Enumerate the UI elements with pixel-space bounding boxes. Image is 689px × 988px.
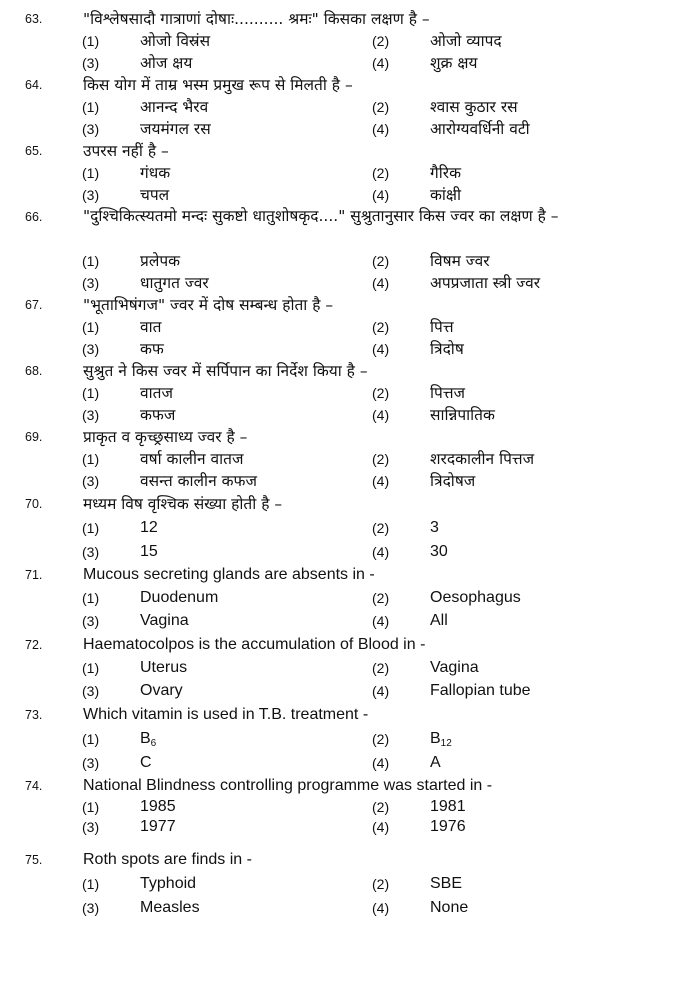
option-text: None: [430, 899, 469, 916]
option-number: (4): [372, 275, 390, 291]
question-number: 73.: [25, 708, 43, 722]
option-number: (3): [82, 121, 100, 137]
option-number: (3): [82, 473, 100, 489]
option-text: Fallopian tube: [430, 682, 531, 699]
option-text: पित्तज: [430, 384, 466, 402]
question-stem: किस योग में ताम्र भस्म प्रमुख रूप से मिलती है –: [83, 76, 353, 94]
option-number: (1): [82, 319, 100, 335]
option-text: धातुगत ज्वर: [140, 274, 209, 292]
option-number: (3): [82, 407, 100, 423]
question-number: 69.: [25, 430, 43, 444]
question-stem: उपरस नहीं है –: [83, 142, 169, 160]
option-number: (3): [82, 900, 100, 916]
option-text: Oesophagus: [430, 589, 521, 606]
option-row: [0, 816, 689, 838]
option-number: (2): [372, 253, 390, 269]
option-text: कफज: [140, 406, 176, 424]
option-text: Vagina: [140, 612, 189, 629]
option-text: $B_{12}$: [430, 730, 452, 749]
option-text: 12: [140, 519, 158, 536]
option-text: वसन्त कालीन कफज: [140, 472, 257, 490]
option-text: Ovary: [140, 682, 183, 699]
option-number: (4): [372, 900, 390, 916]
option-text: शरदकालीन पित्तज: [430, 450, 535, 468]
option-row: [0, 316, 689, 338]
option-number: (1): [82, 99, 100, 115]
option-number: (3): [82, 613, 100, 629]
option-text: वर्षा कालीन वातज: [140, 450, 244, 468]
option-text: 1981: [430, 798, 466, 815]
question-number: 63.: [25, 12, 43, 26]
option-number: (4): [372, 755, 390, 771]
question-number: 71.: [25, 568, 43, 582]
option-text: Uterus: [140, 659, 188, 676]
option-row: [0, 541, 689, 563]
option-number: (1): [82, 660, 100, 676]
option-row: [0, 897, 689, 919]
option-text: वातज: [140, 384, 173, 402]
option-number: (3): [82, 819, 100, 835]
option-text: वात: [140, 318, 162, 336]
option-number: (2): [372, 33, 390, 49]
option-text: प्रलेपक: [140, 252, 181, 270]
option-number: (1): [82, 520, 100, 536]
option-row: [0, 873, 689, 895]
option-row: [0, 184, 689, 206]
question-stem: Which vitamin is used in T.B. treatment -: [83, 706, 369, 723]
question-number: 75.: [25, 853, 43, 867]
option-row: [0, 272, 689, 294]
option-number: (2): [372, 590, 390, 606]
option-text: Vagina: [430, 659, 479, 676]
option-number: (3): [82, 683, 100, 699]
option-number: (3): [82, 755, 100, 771]
option-number: (4): [372, 341, 390, 357]
question-number: 68.: [25, 364, 43, 378]
option-row: [0, 250, 689, 272]
option-number: (2): [372, 385, 390, 401]
option-text: जयमंगल रस: [140, 120, 211, 138]
option-number: (2): [372, 660, 390, 676]
option-text: 1976: [430, 818, 466, 835]
option-text: गैरिक: [430, 164, 461, 182]
option-number: (2): [372, 165, 390, 181]
option-number: (4): [372, 613, 390, 629]
option-row: [0, 680, 689, 702]
option-text: Duodenum: [140, 589, 219, 606]
option-text: चपल: [140, 186, 170, 204]
option-row: [0, 448, 689, 470]
option-text: अपप्रजाता स्त्री ज्वर: [430, 274, 541, 292]
option-number: (4): [372, 683, 390, 699]
option-row: [0, 657, 689, 679]
option-number: (2): [372, 799, 390, 815]
option-text: त्रिदोषज: [430, 472, 476, 490]
option-text: श्वास कुठार रस: [430, 98, 518, 116]
question-number: 72.: [25, 638, 43, 652]
option-number: (1): [82, 33, 100, 49]
question-number: 70.: [25, 497, 43, 511]
option-text: गंधक: [140, 164, 171, 182]
option-number: (4): [372, 121, 390, 137]
option-text: आनन्द भैरव: [140, 98, 209, 116]
option-text: 1985: [140, 798, 176, 815]
option-row: [0, 404, 689, 426]
question-stem: सुश्रुत ने किस ज्वर में सर्पिपान का निर्देश किया है –: [83, 362, 368, 380]
question-stem: Haematocolpos is the accumulation of Blood in -: [83, 636, 426, 653]
option-number: (4): [372, 819, 390, 835]
option-number: (3): [82, 341, 100, 357]
option-row: [0, 96, 689, 118]
option-row: [0, 338, 689, 360]
option-text: 15: [140, 543, 158, 560]
option-number: (1): [82, 590, 100, 606]
option-text: शुक्र क्षय: [430, 54, 478, 72]
option-row: [0, 796, 689, 818]
option-text: C: [140, 754, 152, 771]
question-number: 74.: [25, 779, 43, 793]
option-number: (2): [372, 99, 390, 115]
option-text: सान्निपातिक: [430, 406, 495, 424]
question-stem: "दुश्चिकित्स्यतमो मन्दः सुकष्टो धातुशोषकृद...." सुश्रुतानुसार किस ज्वर का लक्षण है –: [83, 207, 559, 225]
option-number: (3): [82, 544, 100, 560]
option-text: ओजो व्यापद: [430, 32, 502, 50]
question-stem: National Blindness controlling programme was started in -: [83, 777, 493, 794]
question-number: 67.: [25, 298, 43, 312]
option-text: कफ: [140, 340, 164, 358]
option-text: आरोग्यवर्धिनी वटी: [430, 120, 530, 138]
question-stem: "विश्लेषसादौ गात्राणां दोषाः.......... श्रमः" किसका लक्षण है –: [83, 10, 430, 28]
option-number: (2): [372, 731, 390, 747]
subscript: 6: [150, 738, 157, 749]
option-row: [0, 752, 689, 774]
option-row: [0, 587, 689, 609]
option-number: (2): [372, 319, 390, 335]
question-stem: मध्यम विष वृश्चिक संख्या होती है –: [83, 495, 283, 513]
option-number: (4): [372, 407, 390, 423]
option-text: ओजो विस्रंस: [140, 32, 211, 50]
option-number: (2): [372, 451, 390, 467]
option-row: [0, 162, 689, 184]
option-number: (4): [372, 55, 390, 71]
option-number: (4): [372, 187, 390, 203]
question-stem: "भूताभिषंगज" ज्वर में दोष सम्बन्ध होता है –: [83, 296, 334, 314]
option-row: [0, 118, 689, 140]
question-stem: प्राकृत व कृच्छ्रसाध्य ज्वर है –: [83, 428, 248, 446]
option-number: (3): [82, 55, 100, 71]
question-stem: Mucous secreting glands are absents in -: [83, 566, 375, 583]
option-number: (4): [372, 473, 390, 489]
option-number: (2): [372, 520, 390, 536]
option-number: (4): [372, 544, 390, 560]
option-text: त्रिदोष: [430, 340, 464, 358]
option-text: Typhoid: [140, 875, 197, 892]
option-number: (1): [82, 385, 100, 401]
question-number: 64.: [25, 78, 43, 92]
option-text: SBE: [430, 875, 463, 892]
option-text: ओज क्षय: [140, 54, 193, 72]
option-row: [0, 52, 689, 74]
option-number: (1): [82, 451, 100, 467]
option-text: 1977: [140, 818, 176, 835]
option-number: (1): [82, 165, 100, 181]
option-text: पित्त: [430, 318, 454, 336]
option-number: (2): [372, 876, 390, 892]
option-row: [0, 728, 689, 750]
option-text: $B_6$: [140, 730, 157, 749]
option-number: (1): [82, 799, 100, 815]
option-number: (1): [82, 876, 100, 892]
option-text: All: [430, 612, 448, 629]
option-text: कांक्षी: [430, 186, 462, 204]
subscript: 12: [440, 738, 452, 749]
option-number: (1): [82, 731, 100, 747]
question-number: 66.: [25, 210, 43, 224]
option-row: [0, 517, 689, 539]
option-row: [0, 382, 689, 404]
option-number: (3): [82, 275, 100, 291]
option-text: Measles: [140, 899, 200, 916]
question-stem: Roth spots are finds in -: [83, 851, 252, 868]
option-text: A: [430, 754, 441, 771]
option-number: (3): [82, 187, 100, 203]
option-row: [0, 30, 689, 52]
option-row: [0, 470, 689, 492]
question-number: 65.: [25, 144, 43, 158]
option-text: विषम ज्वर: [430, 252, 490, 270]
option-row: [0, 610, 689, 632]
option-text: 30: [430, 543, 448, 560]
option-text: 3: [430, 519, 439, 536]
option-number: (1): [82, 253, 100, 269]
